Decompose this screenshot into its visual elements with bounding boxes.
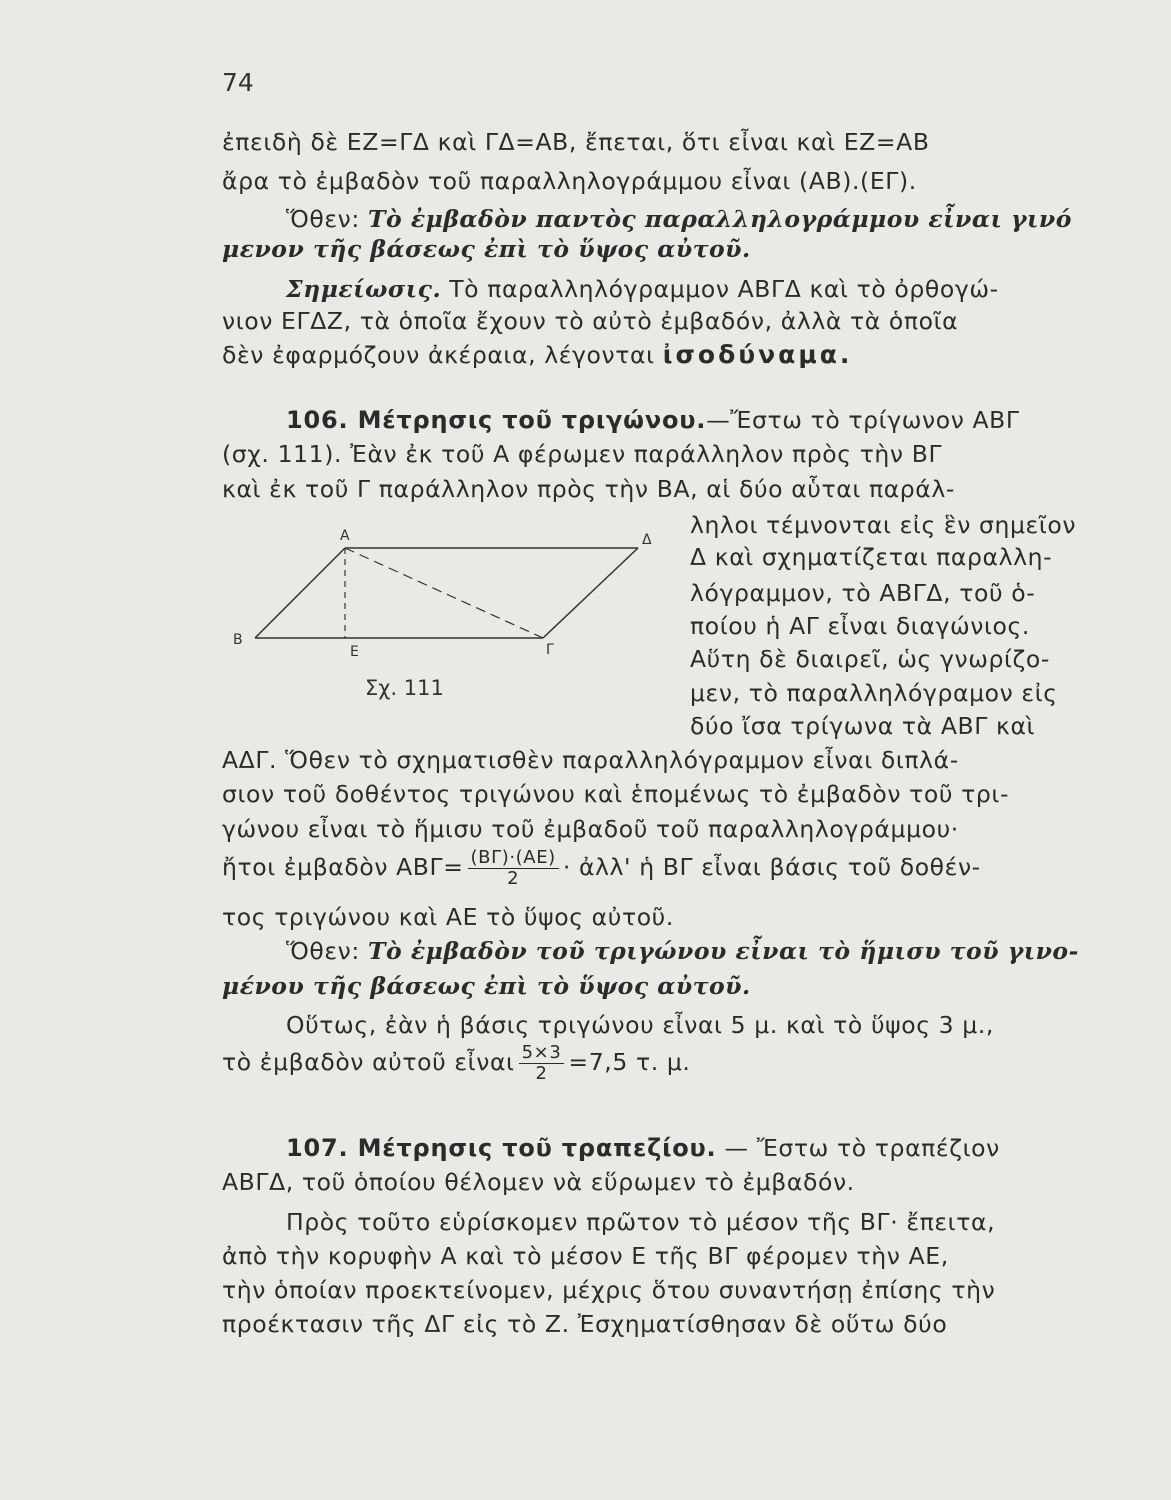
side-dg [543,548,638,638]
text-line: τὴν ὁποίαν προεκτείνομεν, μέχρις ὅτου συναντήσῃ ἐπίσης τὴν [222,1276,996,1304]
text-line: τος τριγώνου καὶ ΑΕ τὸ ὕψος αὐτοῦ. [222,903,674,931]
text-span: Τὸ παραλληλόγραμμον ΑΒΓΔ καὶ τὸ ὀρθογώ- [441,275,999,303]
theorem-text: Τὸ ἐμβαδὸν τοῦ τριγώνου εἶναι τὸ ἥμισυ τοῦ γινο- [368,937,1079,965]
theorem-text: μενον τῆς βάσεως ἐπὶ τὸ ὕψος αὐτοῦ. [222,235,751,263]
text-span: δὲν ἐφαρμόζουν ἀκέραια, λέγονται [222,341,663,369]
fraction-area-formula [468,848,559,889]
text-line: ἄρα τὸ ἐμβαδὸν τοῦ παραλληλογράμμου εἶναι (ΑΒ).(ΕΓ). [222,167,917,195]
theorem-text: Τὸ ἐμβαδὸν παντὸς παραλληλογράμμου εἶναι γινό [368,205,1072,233]
figure-111 [220,520,660,700]
text-line: Οὕτως, ἐὰν ἡ βάσις τριγώνου εἶναι 5 μ. καὶ τὸ ὕψος 3 μ., [286,1011,994,1039]
text-line: ἀπὸ τὴν κορυφὴν Α καὶ τὸ μέσον Ε τῆς ΒΓ φέρομεν τὴν ΑΕ, [222,1242,949,1270]
text-line: (σχ. 111). Ἐὰν ἐκ τοῦ Α φέρωμεν παράλληλον πρὸς τὴν ΒΓ [222,440,943,468]
text-line [286,406,1020,434]
text-line [286,275,999,303]
fraction-example [519,1043,565,1084]
text-line [222,848,981,889]
text-line: Δ καὶ σχηματίζεται παραλλη- [690,543,1053,571]
text-span: Ὅθεν: [286,937,368,965]
text-line: γώνου εἶναι τὸ ἥμισυ τοῦ ἐμβαδοῦ τοῦ παραλληλογράμμου· [222,815,959,843]
text-line: ΑΔΓ. Ὅθεν τὸ σχηματισθὲν παραλληλόγραμμον εἶναι διπλά- [222,746,959,774]
fraction-denominator: 2 [507,868,520,889]
text-line: δύο ἴσα τρίγωνα τὰ ΑΒΓ καὶ [690,712,1036,740]
section-heading-107: 107. Μέτρησις τοῦ τραπεζίου. [286,1134,717,1162]
text-span: ἤτοι ἐμβαδὸν ΑΒΓ= [222,853,464,881]
side-ab [255,548,345,638]
fraction-numerator: 5×3 [519,1043,565,1064]
vertex-label-a: Α [340,528,350,544]
vertex-label-e: Ε [350,644,359,660]
figure-caption: Σχ. 111 [365,676,444,700]
text-line: σιον τοῦ δοθέντος τριγώνου καὶ ἑπομένως τὸ ἐμβαδὸν τοῦ τρι- [222,780,1010,808]
text-line [222,340,852,369]
text-line [222,1043,690,1084]
text-line [286,205,1072,233]
text-line: νιον ΕΓΔΖ, τὰ ὁποῖα ἔχουν τὸ αὐτὸ ἐμβαδόν, ἀλλὰ τὰ ὁποῖα [222,307,959,335]
text-span: —Ἔστω τὸ τρίγωνον ΑΒΓ [706,406,1020,434]
fraction-numerator: (ΒΓ)·(ΑΕ) [468,848,559,869]
emphasized-term: ἰσοδύναμα. [662,340,853,369]
text-line: ἐπειδὴ δὲ ΕΖ=ΓΔ καὶ ΓΔ=ΑΒ, ἔπεται, ὅτι εἶναι καὶ ΕΖ=ΑΒ [222,128,930,156]
text-line: ποίου ἡ ΑΓ εἶναι διαγώνιος. [690,612,1030,640]
text-line: Πρὸς τοῦτο εὑρίσκομεν πρῶτον τὸ μέσον τῆς ΒΓ· ἔπειτα, [286,1208,996,1236]
fraction-denominator: 2 [535,1063,548,1084]
text-line: ληλοι τέμνονται εἰς ἓν σημεῖον [690,511,1077,539]
vertex-label-d: Δ [642,532,652,548]
note-heading: Σημείωσις. [286,275,442,303]
text-line: καὶ ἐκ τοῦ Γ παράλληλον πρὸς τὴν ΒΑ, αἱ δύο αὗται παράλ- [222,475,955,503]
page-number: 74 [222,68,254,97]
diagonal-ag [345,548,543,638]
text-line: μεν, τὸ παραλληλόγραμον εἰς [690,679,1058,707]
text-span: =7,5 τ. μ. [568,1048,691,1076]
text-span: · ἀλλ' ἡ ΒΓ εἶναι βάσις τοῦ δοθέν- [562,853,981,881]
theorem-text: μένου τῆς βάσεως ἐπὶ τὸ ὕψος αὐτοῦ. [222,972,751,1000]
vertex-label-g: Γ [546,642,554,658]
text-span: Ὅθεν: [286,205,368,233]
section-heading-106: 106. Μέτρησις τοῦ τριγώνου. [286,406,707,434]
text-line: ΑΒΓΔ, τοῦ ὁποίου θέλομεν νὰ εὕρωμεν τὸ ἐμβαδόν. [222,1168,855,1196]
text-span: — Ἔστω τὸ τραπέζιον [716,1134,1000,1162]
text-line: λόγραμμον, τὸ ΑΒΓΔ, τοῦ ὁ- [690,579,1036,607]
text-line: προέκτασιν τῆς ΔΓ εἰς τὸ Ζ. Ἐσχηματίσθησαν δὲ οὕτω δύο [222,1310,948,1338]
text-line: Αὕτη δὲ διαιρεῖ, ὡς γνωρίζο- [690,645,1050,673]
text-span: τὸ ἐμβαδὸν αὐτοῦ εἶναι [222,1048,515,1076]
vertex-label-b: Β [233,632,243,648]
text-line [286,937,1079,965]
text-line [286,1134,1000,1162]
